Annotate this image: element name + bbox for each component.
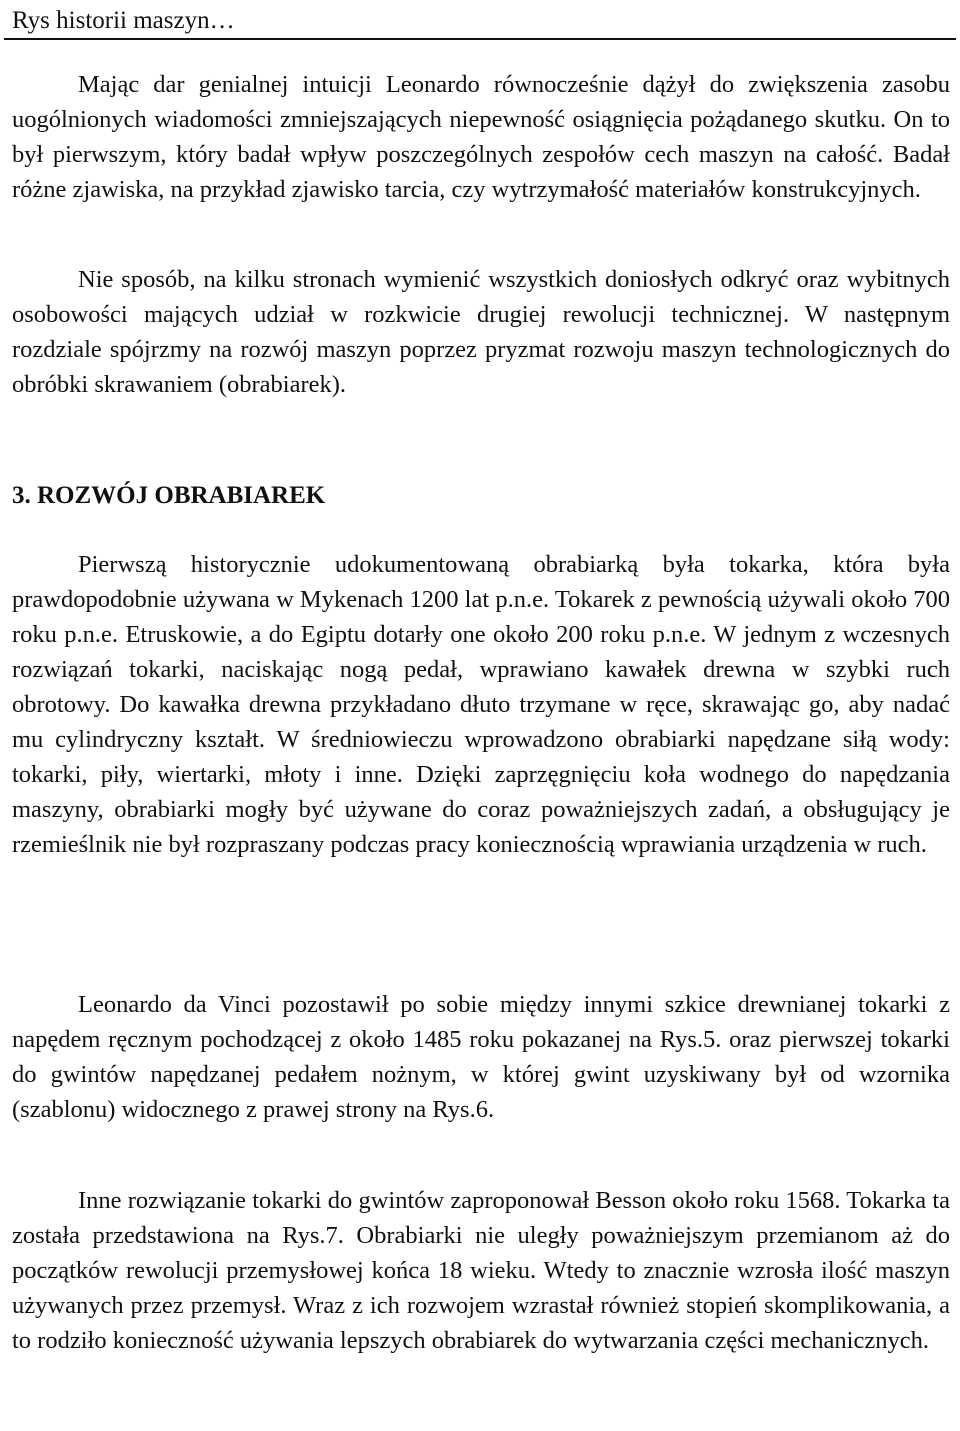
header-rule xyxy=(4,38,956,40)
paragraph-leonardo-intuition: Mając dar genialnej intuicji Leonardo równocześnie dążył do zwiększenia zasobu uogólnionych wiadomości zmniejszających niepewność osiągnięcia pożądanego skutku. On to był pierwszym, który badał wpływ poszczególnych zespołów cech maszyn na całość. Badał różne zjawiska, na przykład zjawisko tarcia, czy wytrzymałość materiałów konstrukcyjnych. xyxy=(12,71,950,203)
section-heading: 3. ROZWÓJ OBRABIAREK xyxy=(12,482,326,509)
paragraph-besson-lathe: Inne rozwiązanie tokarki do gwintów zaproponował Besson około roku 1568. Tokarka ta została przedstawiona na Rys.7. Obrabiarki nie uległy poważniejszym przemianom aż do początków rewolucji przemysłowej końca 18 wieku. Wtedy to znacznie wzrosła ilość maszyn używanych przez przemysł. Wraz z ich rozwojem wzrastał również stopień skomplikowania, a to rodziło konieczność używania lepszych obrabiarek do wytwarzania części mechanicznych. xyxy=(12,1187,950,1354)
paragraph-leonardo-sketches: Leonardo da Vinci pozostawił po sobie między innymi szkice drewnianej tokarki z napędem ręcznym pochodzącej z około 1485 roku pokazanej na Rys.5. oraz pierwszej tokarki do gwintów napędzanej pedałem nożnym, w której gwint uzyskiwany był od wzornika (szablonu) widocznego z prawej strony na Rys.6. xyxy=(12,991,950,1123)
paragraph-second-revolution: Nie sposób, na kilku stronach wymienić wszystkich doniosłych odkryć oraz wybitnych osobowości mających udział w rozkwicie drugiej rewolucji technicznej. W następnym rozdziale spójrzmy na rozwój maszyn poprzez pryzmat rozwoju maszyn technologicznych do obróbki skrawaniem (obrabiarek). xyxy=(12,266,950,398)
running-header: Rys historii maszyn… xyxy=(12,7,235,34)
paragraph-first-lathe: Pierwszą historycznie udokumentowaną obrabiarką była tokarka, która była prawdopodobnie używana w Mykenach 1200 lat p.n.e. Tokarek z pewnością używali około 700 roku p.n.e. Etruskowie, a do Egiptu dotarły one około 200 roku p.n.e. W jednym z wczesnych rozwiązań tokarki, naciskając nogą pedał, wprawiano kawałek drewna w szybki ruch obrotowy. Do kawałka drewna przykładano dłuto trzymane w ręce, skrawając go, aby nadać mu cylindryczny kształt. W średniowieczu wprowadzono obrabiarki napędzane siłą wody: tokarki, piły, wiertarki, młoty i inne. Dzięki zaprzęgnięciu koła wodnego do napędzania maszyny, obrabiarki mogły być używane do coraz poważniejszych zadań, a obsługujący je rzemieślnik nie był rozpraszany podczas pracy koniecznością wprawiania urządzenia w ruch. xyxy=(12,551,950,858)
